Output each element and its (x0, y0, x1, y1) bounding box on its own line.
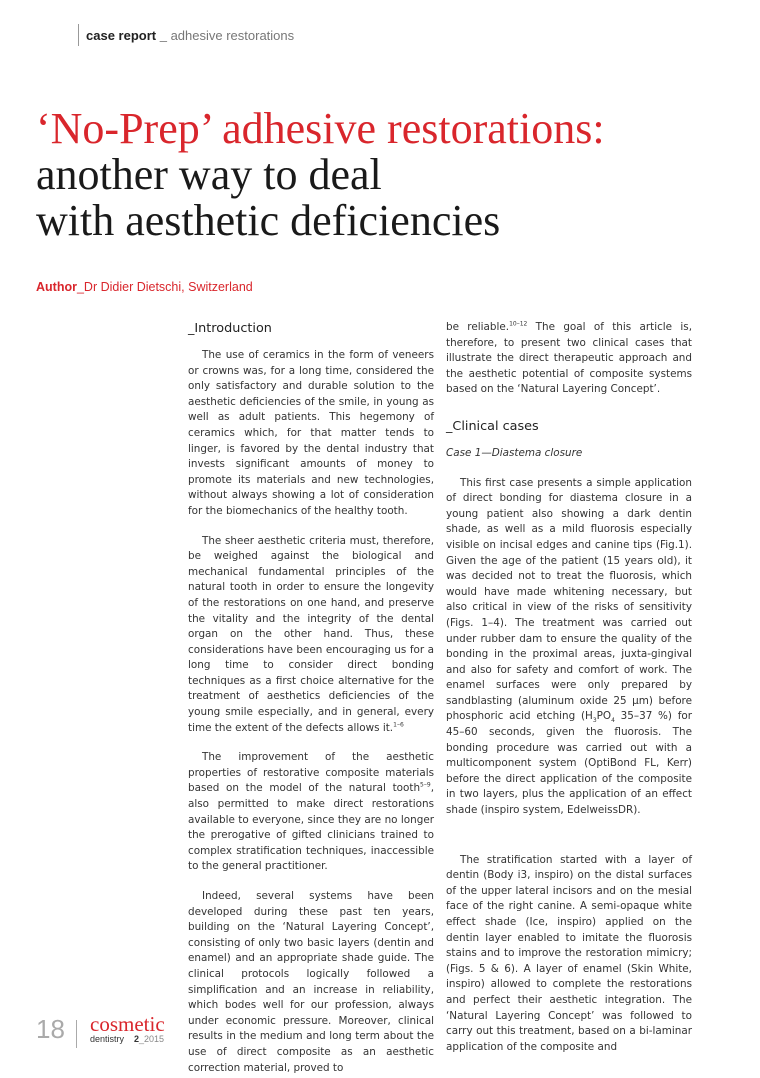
section-heading-clinical-cases: _Clinical cases (446, 418, 539, 434)
author-label: Author (36, 280, 77, 294)
header-divider (78, 24, 79, 46)
intro-paragraph-4-cont (446, 320, 692, 398)
section-heading-introduction: _Introduction (188, 321, 272, 336)
article-title (36, 106, 736, 244)
intro-paragraph-3 (188, 750, 434, 875)
author-line (36, 280, 253, 294)
title-line-1: ‘No-Prep’ adhesive restorations: (36, 104, 605, 153)
cont-text-a: be reliable. (446, 321, 510, 333)
magazine-subtitle-text: dentistry (90, 1034, 125, 1044)
magazine-subtitle (90, 1034, 164, 1044)
citation-10-12: 10–12 (509, 320, 528, 328)
issue-number: 2 (134, 1034, 140, 1044)
intro-paragraph-2-text: The sheer aesthetic criteria must, therefore, be weighed against the biological and mechanical fundamental principles of the natural tooth in order to ensure the longevity of the restorations on one hand, and preserve the vitality and the integrity of the dental organ on the other hand. Thus, these considerations have been encouraging us for a long time to consider direct bonding techniques as a first choice alternative for the treatment of aesthetics deficiencies of the young smile especially, and in general, every time the extent of the defects allows it. (188, 534, 434, 734)
case-p1-text-b: PO (596, 710, 612, 723)
case-subheading: Case 1—Diastema closure (446, 446, 583, 459)
intro-paragraph-3-text-b: , also permitted to make direct restorations available to everyone, since they are no longer the prerogative of gifted clinicians trained to complex stratification techniques, inaccessible to the general practitioner. (188, 782, 434, 873)
citation-1-6: 1–6 (393, 721, 404, 729)
running-header (86, 28, 294, 43)
subscript-4: 4 (611, 717, 615, 725)
subscript-3: 3 (592, 717, 597, 725)
header-section: case report (86, 28, 157, 43)
column-right (446, 320, 692, 1055)
footer-divider (76, 1020, 77, 1048)
author-name: _Dr Didier Dietschi, Switzerland (76, 280, 253, 294)
title-line-3: with aesthetic deficiencies (36, 196, 501, 245)
intro-paragraph-2 (188, 534, 434, 737)
intro-paragraph-1: The use of ceramics in the form of veneers or crowns was, for a long time, considered the only satisfactory and durable solution to the aesthetic deficiencies of the smile, in young as well as adult patients. This hegemony of ceramics which, for that matter tends to linger, is favored by the dental industry that invests significant amounts of money to promote its materials and new technologies, without always showing a lot of consideration for the biomechanics of the healthy tooth. (188, 349, 434, 517)
column-left (188, 320, 434, 1076)
case-paragraph-1 (446, 476, 692, 819)
title-line-2: another way to deal (36, 150, 382, 199)
case-p1-text-c: 35–37 %) for 45–60 seconds, given the fluorosis. The bonding procedure was carried out with a multicomponent system (OptiBond FL, Kerr) before the direct application of the composite in two layers, plus the application of an effect shade (inspiro system, EdelweissDR). (446, 710, 692, 817)
header-separator: _ (156, 28, 167, 43)
intro-paragraph-3-text-a: The improvement of the aesthetic properties of restorative composite materials based on the model of the natural tooth (188, 751, 434, 795)
issue-year: _2015 (139, 1034, 165, 1044)
intro-paragraph-4: Indeed, several systems have been developed during these past ten years, building on the ‘Natural Layering Concept’, consisting of only two basic layers (dentin and enamel) and an appropriate shade guide. The clinical protocols logically followed a simplification and an increase in reliability, which bodes well for our profession, always under economic pressure. Moreover, clinical results in the medium and long term about the use of direct composite as an aesthetic correction material, proved to (188, 890, 434, 1074)
case-paragraph-2: The stratification started with a layer of dentin (Body i3, inspiro) on the distal surfaces of the upper lateral incisors and on the mesial face of the right canine. A semi-opaque white effect shade (Ice, inspiro) applied on the dentin layer enabled to imitate the fluorosis stains and to improve the restoration mimicry; (Figs. 5 & 6). A layer of enamel (Skin White, inspiro) allowed to complete the restorations and perfect their aesthetic integration. The ‘Natural Layering Concept’ was followed to carry out this treatment, based on a bi-laminar application of the composite and (446, 853, 692, 1053)
page-number: 18 (36, 1014, 65, 1044)
case-p1-text-a: This first case presents a simple application of direct bonding for diastema closure in a young patient also showing a dark dentin shade, as well as a mild fluorosis especially visible on incisal edges and canine tips (Fig.1). Given the age of the patient (15 years old), it was decided not to treat the fluorosis, which would have made whitening necessary, but also critical in view of the risks of sensitivity (Figs. 1–4). The treatment was carried out under rubber dam to ensure the quality of the bonding in the proximal areas, juxta-gingival and also for safety and comfort of work. The enamel surfaces were only prepared by sandblasting (aluminum oxide 25 µm) before phosphoric acid etching (H (446, 476, 692, 723)
magazine-logo: cosmetic (90, 1012, 165, 1036)
cont-text-b: The goal of this article is, therefore, to present two clinical cases that illustrate the direct therapeutic approach and the aesthetic potential of composite systems based on the ‘Natural Layering Concept’. (446, 321, 693, 396)
citation-5-9: 5–9 (420, 781, 431, 789)
header-topic: adhesive restorations (170, 28, 295, 43)
